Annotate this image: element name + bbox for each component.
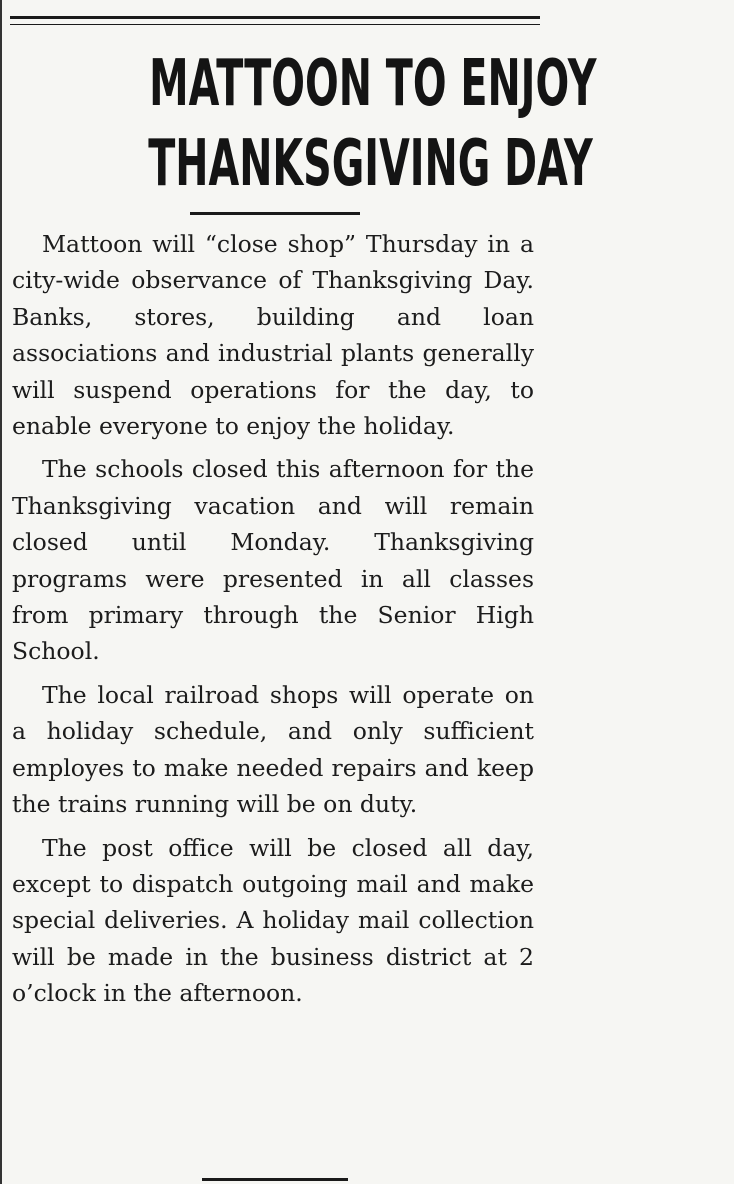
headline-divider	[190, 212, 360, 215]
top-thin-rule	[10, 24, 540, 25]
top-double-rule	[10, 16, 540, 19]
headline-line-1	[12, 47, 597, 121]
headline-line-2	[12, 127, 593, 201]
paragraph: The post office will be closed all day, except to dispatch outgoing mail and make special deliveries. A holiday mail collection will be made in the business district at 2 o’clock in the afternoon.	[12, 833, 534, 1008]
paragraph: Mattoon will “close shop” Thursday in a city-wide observance of Thanksgiving Day. Banks, stores, building and loan associations and industrial plants generally will suspend operations for the day, to enable everyone to enjoy the holiday.	[12, 230, 534, 441]
headline-line-2-text: THANKSGIVING DAY	[148, 127, 593, 201]
paragraph: The local railroad shops will operate on a holiday schedule, and only sufficient employes to make needed repairs and keep the trains running will be on duty.	[12, 680, 534, 819]
bottom-divider	[202, 1178, 348, 1181]
paragraph: The schools closed this afternoon for the Thanksgiving vacation and will remain closed until Monday. Thanksgiving programs were presented in all classes from primary through the Senior High School.	[12, 455, 534, 666]
headline-line-1-text: MATTOON TO ENJOY	[149, 47, 597, 121]
article-body	[12, 226, 534, 1019]
